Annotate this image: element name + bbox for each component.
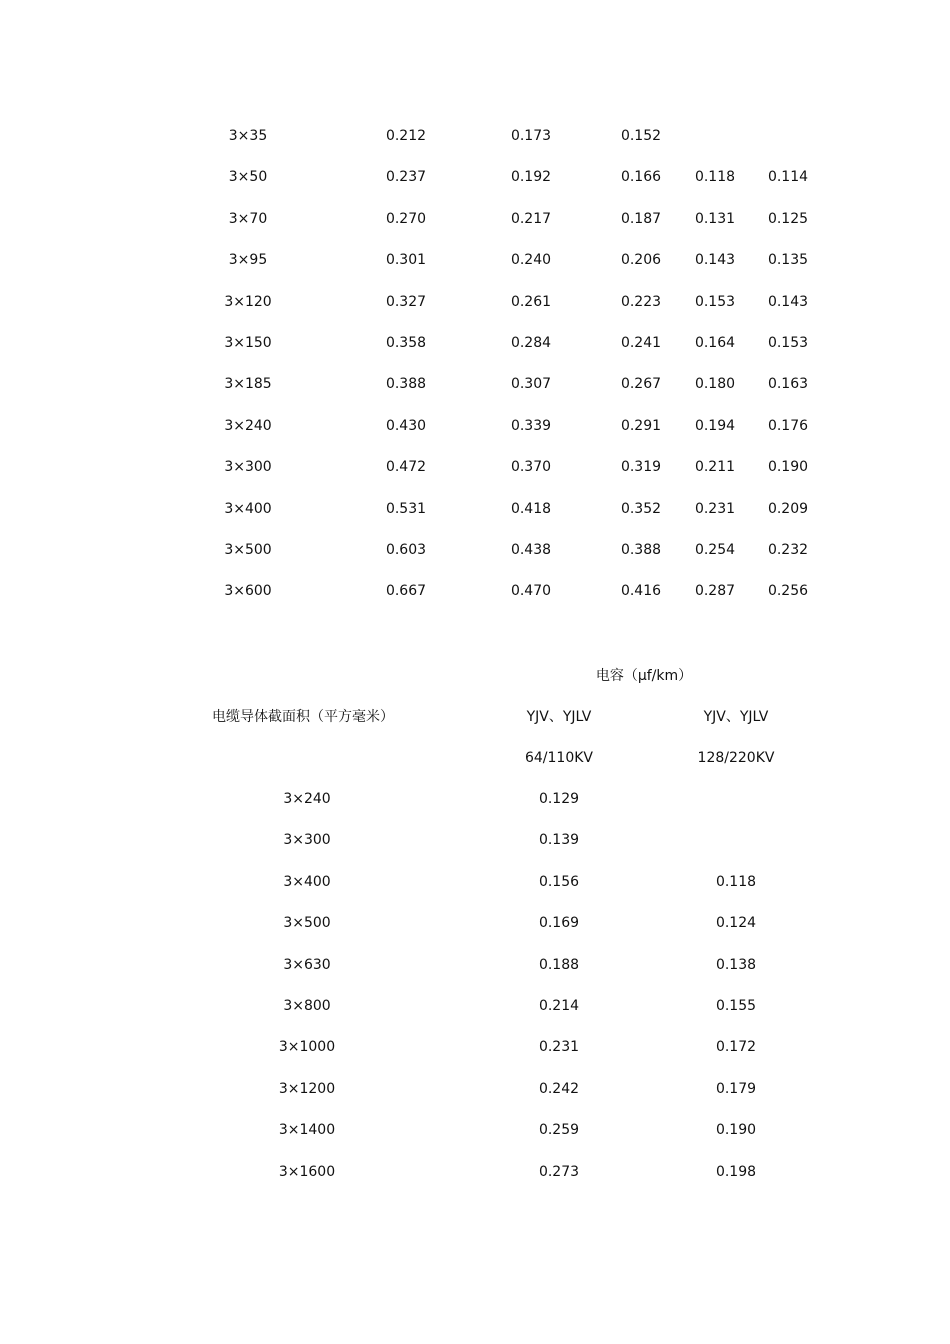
table-cell: 0.131: [694, 211, 736, 227]
capacitance-group-header: 电容（μf/km）: [595, 668, 693, 684]
table-cell: 0.156: [538, 874, 580, 890]
table-row: [0, 499, 950, 519]
table-cell: 0.531: [385, 501, 427, 517]
table-row: [0, 416, 950, 436]
table-cell: 0.388: [385, 376, 427, 392]
table-row: [0, 1120, 950, 1140]
table-cell: 0.273: [538, 1164, 580, 1180]
table-cell: 0.339: [510, 418, 552, 434]
table-cell: 0.143: [694, 252, 736, 268]
col1-subheader: 64/110KV: [524, 750, 594, 766]
table-cell: 0.241: [620, 335, 662, 351]
table-row: [0, 292, 950, 312]
table-cell: 3×300: [224, 459, 272, 475]
table-cell: 0.261: [510, 294, 552, 310]
table-cell: 0.169: [538, 915, 580, 931]
table-row: [0, 333, 950, 353]
table-cell: 0.180: [694, 376, 736, 392]
table-cell: 0.259: [538, 1122, 580, 1138]
table-cell: 3×500: [283, 915, 331, 931]
table-cell: 3×1000: [278, 1039, 336, 1055]
table-cell: 0.152: [620, 128, 662, 144]
table-cell: 0.139: [538, 832, 580, 848]
table-cell: 0.211: [694, 459, 736, 475]
table-cell: 3×150: [224, 335, 272, 351]
table-cell: 0.416: [620, 583, 662, 599]
table-cell: 0.190: [767, 459, 809, 475]
table-row: [0, 540, 950, 560]
table-cell: 3×185: [224, 376, 272, 392]
table-cell: 0.232: [767, 542, 809, 558]
table-cell: 0.358: [385, 335, 427, 351]
table-cell: 0.173: [510, 128, 552, 144]
table-cell: 0.214: [538, 998, 580, 1014]
table-cell: 0.418: [510, 501, 552, 517]
table-cell: 0.223: [620, 294, 662, 310]
table-cell: 0.153: [767, 335, 809, 351]
table-cell: 0.667: [385, 583, 427, 599]
table-cell: 0.438: [510, 542, 552, 558]
table-row: [0, 209, 950, 229]
table-row: [0, 126, 950, 146]
table-cell: 0.388: [620, 542, 662, 558]
table-row: [0, 830, 950, 850]
table-cell: 0.172: [715, 1039, 757, 1055]
table-cell: 0.118: [715, 874, 757, 890]
table-cell: 0.166: [620, 169, 662, 185]
table-cell: 0.284: [510, 335, 552, 351]
table-cell: 0.176: [767, 418, 809, 434]
table-cell: 3×1400: [278, 1122, 336, 1138]
table-cell: 3×120: [224, 294, 272, 310]
table-cell: 3×400: [283, 874, 331, 890]
table-cell: 0.370: [510, 459, 552, 475]
table-cell: 0.155: [715, 998, 757, 1014]
table-cell: 0.188: [538, 957, 580, 973]
table-cell: 3×240: [283, 791, 331, 807]
table-cell: 3×1200: [278, 1081, 336, 1097]
table-cell: 0.198: [715, 1164, 757, 1180]
table-cell: 0.231: [538, 1039, 580, 1055]
table-cell: 0.114: [767, 169, 809, 185]
table-cell: 0.319: [620, 459, 662, 475]
table-row: [0, 167, 950, 187]
table-row: [0, 1162, 950, 1182]
table-cell: 3×95: [228, 252, 268, 268]
table-cell: 3×1600: [278, 1164, 336, 1180]
table-cell: 0.209: [767, 501, 809, 517]
table-cell: 0.242: [538, 1081, 580, 1097]
table-cell: 0.237: [385, 169, 427, 185]
table-cell: 0.192: [510, 169, 552, 185]
table-cell: 3×70: [228, 211, 268, 227]
table-cell: 0.327: [385, 294, 427, 310]
table-cell: 0.179: [715, 1081, 757, 1097]
table-row: [0, 996, 950, 1016]
table-row: [0, 955, 950, 975]
table-cell: 0.270: [385, 211, 427, 227]
table-cell: 3×240: [224, 418, 272, 434]
table-cell: 0.430: [385, 418, 427, 434]
table-row: [0, 872, 950, 892]
table-cell: 0.603: [385, 542, 427, 558]
table-cell: 0.231: [694, 501, 736, 517]
table-cell: 0.301: [385, 252, 427, 268]
cross-section-header: 电缆导体截面积（平方毫米）: [212, 709, 394, 725]
table-cell: 0.125: [767, 211, 809, 227]
table-cell: 3×800: [283, 998, 331, 1014]
table-cell: 3×50: [228, 169, 268, 185]
table-row: [0, 1079, 950, 1099]
table-row: [0, 1037, 950, 1057]
table-cell: 0.287: [694, 583, 736, 599]
table-cell: 3×630: [283, 957, 331, 973]
table-cell: 0.470: [510, 583, 552, 599]
table-cell: 3×300: [283, 832, 331, 848]
table-row: [0, 457, 950, 477]
table-cell: 0.143: [767, 294, 809, 310]
table-row: [0, 913, 950, 933]
table-cell: 0.190: [715, 1122, 757, 1138]
table-cell: 0.164: [694, 335, 736, 351]
table-cell: 0.212: [385, 128, 427, 144]
table-cell: 3×35: [228, 128, 268, 144]
table-row: [0, 789, 950, 809]
table-cell: 0.307: [510, 376, 552, 392]
table-cell: 0.129: [538, 791, 580, 807]
table-cell: 0.124: [715, 915, 757, 931]
table-cell: 0.217: [510, 211, 552, 227]
col2-header: YJV、YJLV: [703, 709, 769, 725]
table-cell: 0.206: [620, 252, 662, 268]
table-row: [0, 250, 950, 270]
table-row: [0, 374, 950, 394]
table-cell: 3×600: [224, 583, 272, 599]
table-cell: 0.135: [767, 252, 809, 268]
table-cell: 0.153: [694, 294, 736, 310]
table-cell: 0.254: [694, 542, 736, 558]
table-cell: 0.194: [694, 418, 736, 434]
table-cell: 0.118: [694, 169, 736, 185]
table-cell: 0.472: [385, 459, 427, 475]
col1-header: YJV、YJLV: [526, 709, 592, 725]
table-cell: 0.256: [767, 583, 809, 599]
table-cell: 0.163: [767, 376, 809, 392]
table-cell: 0.267: [620, 376, 662, 392]
table-cell: 3×500: [224, 542, 272, 558]
table-cell: 0.291: [620, 418, 662, 434]
table-cell: 0.138: [715, 957, 757, 973]
table-cell: 0.240: [510, 252, 552, 268]
col2-subheader: 128/220KV: [697, 750, 775, 766]
table-cell: 0.187: [620, 211, 662, 227]
table-cell: 3×400: [224, 501, 272, 517]
table-cell: 0.352: [620, 501, 662, 517]
table-row: [0, 581, 950, 601]
